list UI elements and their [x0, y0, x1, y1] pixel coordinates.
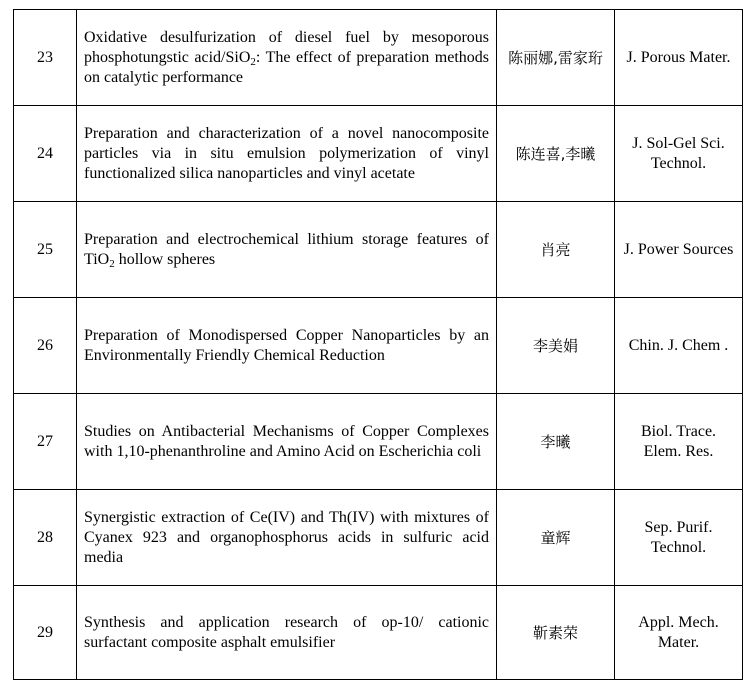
paper-title-subscript: 2 [250, 55, 256, 68]
table-row [14, 394, 743, 490]
table-row [14, 298, 743, 394]
row-number: 28 [14, 490, 77, 586]
paper-title-text-tail: hollow spheres [114, 250, 216, 268]
paper-title [77, 490, 497, 586]
table-row [14, 10, 743, 106]
paper-title [77, 586, 497, 680]
paper-title [77, 106, 497, 202]
author: 陈连喜,李曦 [497, 106, 615, 202]
table-row [14, 490, 743, 586]
row-number: 24 [14, 106, 77, 202]
table-row [14, 202, 743, 298]
paper-title-text-tail: : The effect of preparation methods on catalytic performance [84, 48, 490, 86]
row-number: 29 [14, 586, 77, 680]
paper-title-text: Synthesis and application research of op-10/ cationic surfactant composite asphalt emulsifier [84, 613, 489, 651]
author: 李美娟 [497, 298, 615, 394]
paper-title-subscript: 2 [109, 257, 115, 270]
paper-title-text: Synergistic extraction of Ce(IV) and Th(IV) with mixtures of Cyanex 923 and organophosphorus acids in sulfuric acid media [84, 508, 489, 566]
paper-title-text: Preparation and electrochemical lithium storage features of TiO [84, 230, 489, 268]
paper-title [77, 298, 497, 394]
journal: J. Porous Mater. [615, 10, 743, 106]
paper-title-text: Preparation of Monodispersed Copper Nanoparticles by an Environmentally Friendly Chemical Reduction [84, 326, 489, 364]
journal: Biol. Trace. Elem. Res. [615, 394, 743, 490]
journal: Chin. J. Chem . [615, 298, 743, 394]
row-number: 25 [14, 202, 77, 298]
author: 靳素荣 [497, 586, 615, 680]
journal: Sep. Purif. Technol. [615, 490, 743, 586]
author: 肖亮 [497, 202, 615, 298]
author: 童辉 [497, 490, 615, 586]
row-number: 27 [14, 394, 77, 490]
paper-title-text: Studies on Antibacterial Mechanisms of Copper Complexes with 1,10-phenanthroline and Amino Acid on Escherichia coli [84, 422, 489, 460]
row-number: 23 [14, 10, 77, 106]
journal: J. Power Sources [615, 202, 743, 298]
paper-title [77, 394, 497, 490]
table-row [14, 106, 743, 202]
publications-table [13, 9, 743, 680]
row-number: 26 [14, 298, 77, 394]
paper-title-text: Preparation and characterization of a novel nanocomposite particles via in situ emulsion polymerization of vinyl functionalized silica nanoparticles and vinyl acetate [84, 124, 489, 182]
author: 陈丽娜,雷家珩 [497, 10, 615, 106]
paper-title [77, 10, 497, 106]
paper-title [77, 202, 497, 298]
paper-title-text: Oxidative desulfurization of diesel fuel by mesoporous phosphotungstic acid/SiO [84, 28, 489, 66]
author: 李曦 [497, 394, 615, 490]
journal: J. Sol-Gel Sci. Technol. [615, 106, 743, 202]
journal: Appl. Mech. Mater. [615, 586, 743, 680]
table-row [14, 586, 743, 680]
